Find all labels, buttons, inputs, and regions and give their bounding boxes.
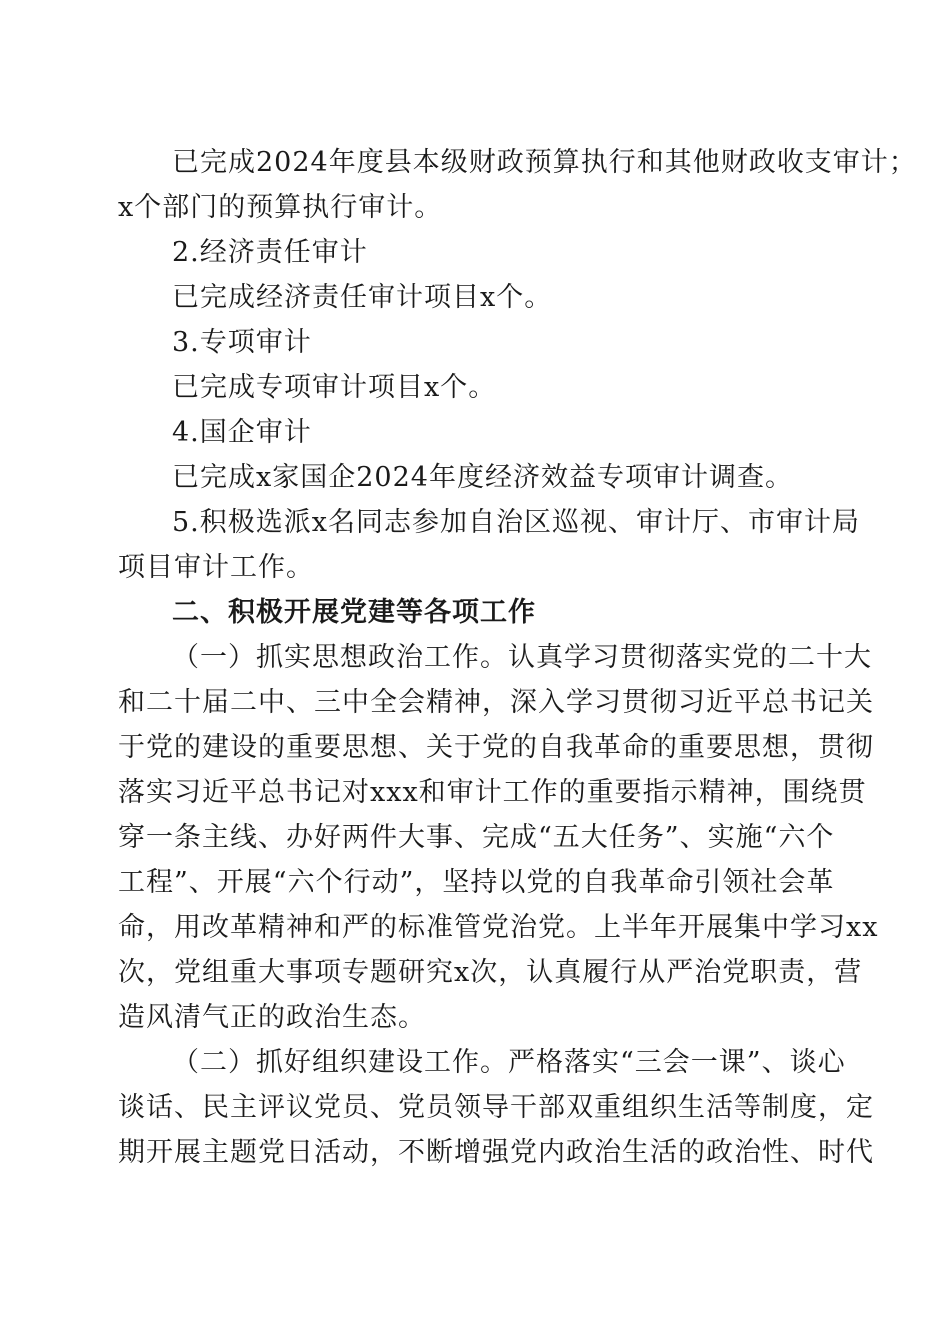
paragraph-line: 项目审计工作。: [118, 552, 314, 583]
paragraph-line: （二）抓好组织建设工作。严格落实“三会一课”、谈心: [172, 1047, 846, 1078]
paragraph-line: 次，党组重大事项专题研究x次，认真履行从严治党职责，营: [118, 957, 863, 988]
section-heading-economic-responsibility: 2.经济责任审计: [172, 237, 368, 268]
paragraph-line: 和二十届二中、三中全会精神，深入学习贯彻习近平总书记关: [118, 687, 874, 718]
paragraph-line: 已完成x家国企2024年度经济效益专项审计调查。: [172, 462, 793, 493]
paragraph-line: 已完成经济责任审计项目x个。: [172, 282, 553, 313]
paragraph-line: （一）抓实思想政治工作。认真学习贯彻落实党的二十大: [172, 642, 872, 673]
paragraph-line: 穿一条主线、办好两件大事、完成“五大任务”、实施“六个: [118, 822, 835, 853]
section-heading-special-audit: 3.专项审计: [172, 327, 312, 358]
paragraph-line: x个部门的预算执行审计。: [118, 192, 443, 223]
paragraph-line: 命，用改革精神和严的标准管党治党。上半年开展集中学习xx: [118, 912, 879, 943]
paragraph-line: 5.积极选派x名同志参加自治区巡视、审计厅、市审计局: [172, 507, 860, 538]
section-heading-party-building: 二、积极开展党建等各项工作: [172, 597, 536, 628]
paragraph-line: 期开展主题党日活动，不断增强党内政治生活的政治性、时代: [118, 1137, 874, 1168]
paragraph-line: 工程”、开展“六个行动”，坚持以党的自我革命引领社会革: [118, 867, 835, 898]
paragraph-line: 落实习近平总书记对xxx和审计工作的重要指示精神，围绕贯: [118, 777, 867, 808]
paragraph-line: 造风清气正的政治生态。: [118, 1002, 426, 1033]
paragraph-line: 于党的建设的重要思想、关于党的自我革命的重要思想，贯彻: [118, 732, 874, 763]
paragraph-line: 已完成2024年度县本级财政预算执行和其他财政收支审计；: [172, 147, 917, 178]
section-heading-soe-audit: 4.国企审计: [172, 417, 312, 448]
paragraph-line: 谈话、民主评议党员、党员领导干部双重组织生活等制度，定: [118, 1092, 874, 1123]
paragraph-line: 已完成专项审计项目x个。: [172, 372, 497, 403]
